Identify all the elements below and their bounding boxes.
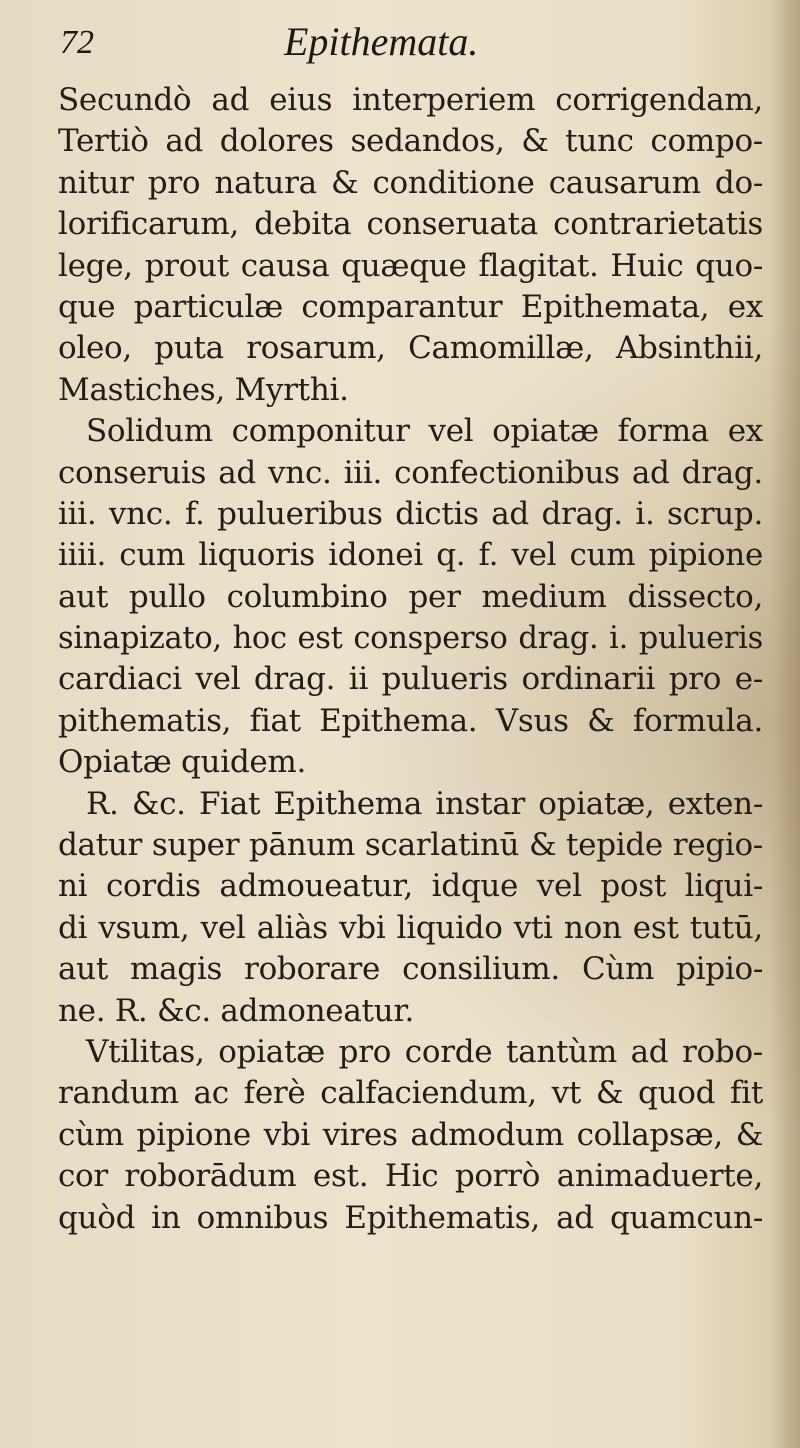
text-line: conseruis ad vnc. iii. confectionibus ad drag.	[58, 454, 763, 491]
text-line: randum ac ferè calfaciendum, vt & quod fit	[58, 1075, 763, 1112]
text-line: lege, prout causa quæque flagitat. Huic quo-	[58, 247, 763, 284]
running-head	[0, 12, 800, 70]
text-line: datur super pānum scarlatinū & tepide regio-	[58, 827, 763, 864]
text-line: aut pullo columbino per medium dissecto,	[58, 578, 763, 615]
text-line: di vsum, vel aliàs vbi liquido vti non est tutū,	[58, 909, 763, 946]
text-line: Opiatæ quidem.	[58, 744, 307, 781]
text-line: Solidum componitur vel opiatæ forma ex	[86, 413, 763, 450]
body-text	[58, 80, 763, 1239]
section-title: Epithemata.	[284, 19, 479, 64]
text-line: quòd in omnibus Epithematis, ad quamcun-	[58, 1199, 763, 1236]
text-line: cùm pipione vbi vires admodum collapsæ, &	[58, 1116, 763, 1153]
text-line: Vtilitas, opiatæ pro corde tantùm ad robo-	[86, 1033, 763, 1070]
text-line: iiii. cum liquoris idonei q. f. vel cum pipione	[58, 537, 763, 574]
text-line: que particulæ comparantur Epithemata, ex	[58, 288, 763, 325]
text-line: Tertiò ad dolores sedandos, & tunc compo-	[58, 123, 763, 160]
text-line: aut magis roborare consilium. Cùm pipio-	[58, 951, 763, 988]
text-line: oleo, puta rosarum, Camomillæ, Absinthii,	[58, 330, 763, 367]
text-line: iii. vnc. f. pulueribus dictis ad drag. i. scrup.	[58, 495, 763, 532]
text-line: nitur pro natura & conditione causarum do-	[58, 164, 763, 201]
text-line: R. &c. Fiat Epithema instar opiatæ, exten-	[86, 785, 763, 822]
text-line: lorificarum, debita conseruata contrarietatis	[58, 206, 763, 243]
page-number: 72	[60, 24, 94, 61]
text-line: ne. R. &c. admoneatur.	[58, 992, 415, 1029]
page-edge-shadow	[770, 0, 800, 1448]
text-line: pithematis, fiat Epithema. Vsus & formula.	[58, 702, 763, 739]
text-line: Mastiches, Myrthi.	[58, 371, 349, 408]
text-line: ni cordis admoueatur, idque vel post liqui-	[58, 868, 763, 905]
text-line: cardiaci vel drag. ii pulueris ordinarii pro e-	[58, 661, 763, 698]
text-line: sinapizato, hoc est consperso drag. i. pulueris	[58, 621, 763, 657]
text-line: Secundò ad eius interperiem corrigendam,	[58, 82, 763, 118]
text-line: cor roborādum est. Hic porrò animaduerte,	[58, 1158, 763, 1195]
